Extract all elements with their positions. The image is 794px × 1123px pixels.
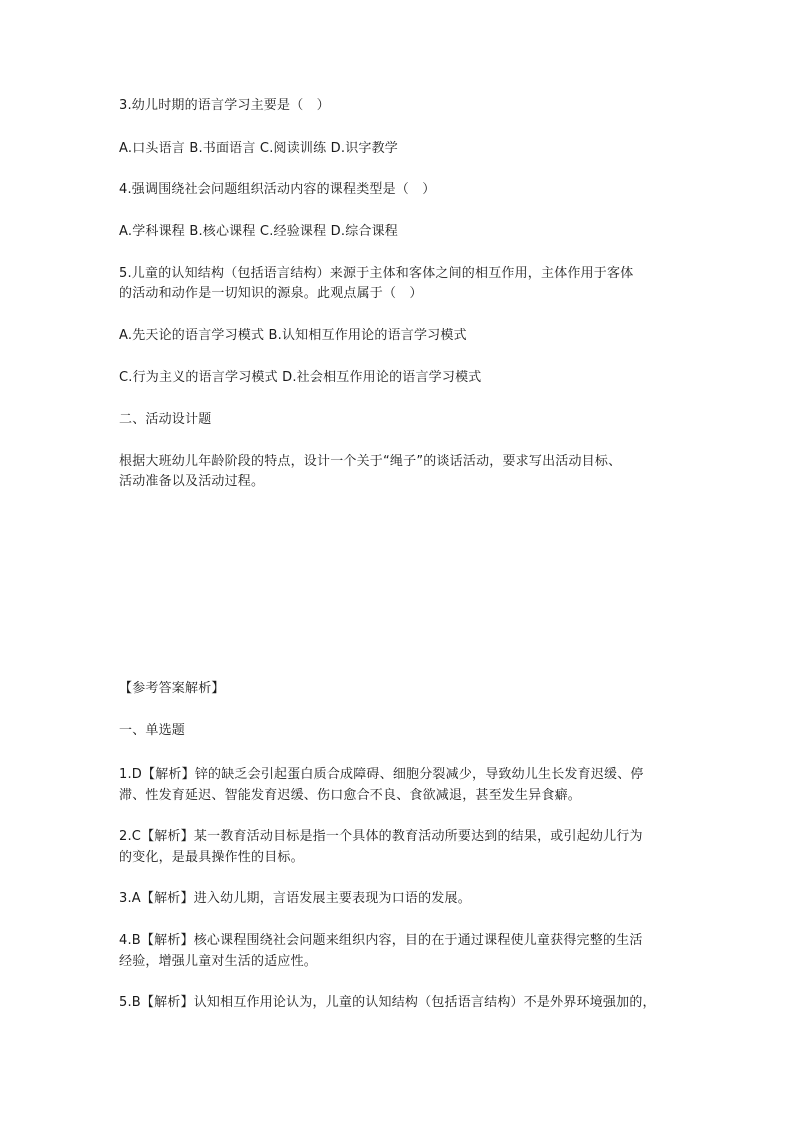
section-2-prompt-line-1: 根据大班幼儿年龄阶段的特点，设计一个关于“绳子”的谈话活动，要求写出活动目标、 bbox=[119, 454, 622, 469]
answer-2-line-1: 2.C【解析】某一教育活动目标是指一个具体的教育活动所要达到的结果，或引起幼儿行为 bbox=[119, 829, 643, 844]
answer-5-line-1: 5.B【解析】认知相互作用论认为，儿童的认知结构（包括语言结构）不是外界环境强加的， bbox=[119, 995, 656, 1010]
question-5-options-line-2: C.行为主义的语言学习模式 D.社会相互作用论的语言学习模式 bbox=[119, 370, 482, 385]
answer-4-line-1: 4.B【解析】核心课程围绕社会问题来组织内容，目的在于通过课程使儿童获得完整的生活 bbox=[119, 933, 643, 948]
question-5-options-line-1: A.先天论的语言学习模式 B.认知相互作用论的语言学习模式 bbox=[119, 328, 467, 343]
answer-1-line-1: 1.D【解析】锌的缺乏会引起蛋白质合成障碍、细胞分裂减少，导致幼儿生长发育迟缓、停 bbox=[119, 767, 644, 782]
answer-2-line-2: 的变化，是最具操作性的目标。 bbox=[119, 850, 304, 865]
answer-3-line-1: 3.A【解析】进入幼儿期，言语发展主要表现为口语的发展。 bbox=[119, 891, 471, 906]
question-3-stem: 3.幼儿时期的语言学习主要是（ ） bbox=[119, 98, 330, 113]
question-4-options: A.学科课程 B.核心课程 C.经验课程 D.综合课程 bbox=[119, 224, 398, 239]
question-4-stem: 4.强调围绕社会问题组织活动内容的课程类型是（ ） bbox=[119, 182, 436, 197]
question-5-stem-line-2: 的活动和动作是一切知识的源泉。此观点属于（ ） bbox=[119, 286, 423, 301]
answer-1-line-2: 滞、性发育延迟、智能发育迟缓、伤口愈合不良、食欲减退，甚至发生异食癖。 bbox=[119, 788, 582, 803]
question-5-stem-line-1: 5.儿童的认知结构（包括语言结构）来源于主体和客体之间的相互作用，主体作用于客体 bbox=[119, 266, 634, 281]
question-3-options: A.口头语言 B.书面语言 C.阅读训练 D.识字教学 bbox=[119, 141, 398, 156]
answers-section-title: 一、单选题 bbox=[119, 723, 186, 738]
answers-heading: 【参考答案解析】 bbox=[119, 681, 225, 696]
section-2-prompt-line-2: 活动准备以及活动过程。 bbox=[119, 474, 265, 489]
section-2-title: 二、活动设计题 bbox=[119, 412, 212, 427]
answer-4-line-2: 经验，增强儿童对生活的适应性。 bbox=[119, 954, 318, 969]
